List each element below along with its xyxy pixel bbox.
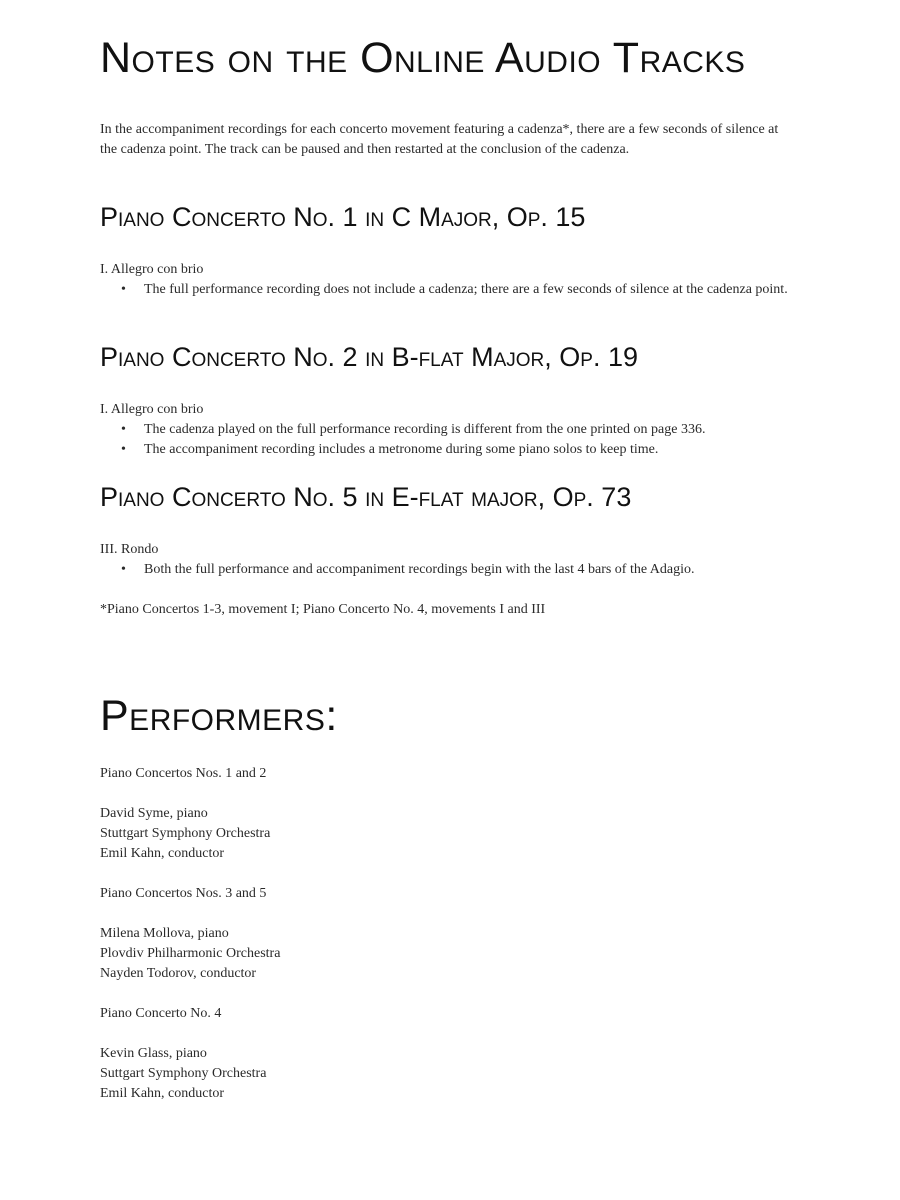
performers-list <box>100 764 280 1104</box>
list-item <box>121 420 794 440</box>
bullet-icon: • <box>121 562 126 577</box>
spacer <box>100 1024 280 1044</box>
concerto-5-notes <box>100 560 794 580</box>
concerto-5-heading: Piano Concerto No. 5 in E-flat major, Op. 73 <box>100 482 632 512</box>
concerto-1-section <box>100 260 794 300</box>
footnote: *Piano Concertos 1-3, movement I; Piano Concerto No. 4, movements I and III <box>100 602 546 617</box>
note-text: The full performance recording does not include a cadenza; there are a few seconds of silence at the cadenza point. <box>144 282 788 297</box>
spacer <box>100 864 280 884</box>
concerto-5-section <box>100 540 794 580</box>
bullet-icon: • <box>121 282 126 297</box>
bullet-icon: • <box>121 422 126 437</box>
performer-group-label: Piano Concertos Nos. 1 and 2 <box>100 766 267 781</box>
performer-group-label: Piano Concertos Nos. 3 and 5 <box>100 886 267 901</box>
performer-line: Emil Kahn, conductor <box>100 846 225 861</box>
performer-line: Milena Mollova, piano <box>100 926 229 941</box>
performer-line: Suttgart Symphony Orchestra <box>100 1066 267 1081</box>
performer-group-label: Piano Concerto No. 4 <box>100 1006 222 1021</box>
performer-line: David Syme, piano <box>100 806 208 821</box>
performer-line: Stuttgart Symphony Orchestra <box>100 826 271 841</box>
list-item <box>121 280 794 300</box>
intro-paragraph: In the accompaniment recordings for each concerto movement featuring a cadenza*, there are a few seconds of silence at the cadenza point. The track can be paused and then restarted at the conclusion of the cadenza. <box>100 122 779 157</box>
note-text: The accompaniment recording includes a metronome during some piano solos to keep time. <box>144 442 659 457</box>
spacer <box>100 984 280 1004</box>
list-item <box>121 560 794 580</box>
concerto-1-heading: Piano Concerto No. 1 in C Major, Op. 15 <box>100 202 586 232</box>
performer-line: Nayden Todorov, conductor <box>100 966 257 981</box>
concerto-2-movement: I. Allegro con brio <box>100 402 204 417</box>
spacer <box>100 904 280 924</box>
concerto-2-heading: Piano Concerto No. 2 in B-flat Major, Op. 19 <box>100 342 638 372</box>
note-text: The cadenza played on the full performance recording is different from the one printed on page 336. <box>144 422 706 437</box>
performer-line: Plovdiv Philharmonic Orchestra <box>100 946 281 961</box>
performer-line: Kevin Glass, piano <box>100 1046 207 1061</box>
concerto-2-notes <box>100 420 794 460</box>
concerto-5-movement: III. Rondo <box>100 542 159 557</box>
note-text: Both the full performance and accompaniment recordings begin with the last 4 bars of the Adagio. <box>144 562 695 577</box>
performer-line: Emil Kahn, conductor <box>100 1086 225 1101</box>
performers-title: Performers: <box>100 692 338 740</box>
list-item <box>121 440 794 460</box>
bullet-icon: • <box>121 442 126 457</box>
page-title: Notes on the Online Audio Tracks <box>100 34 746 82</box>
concerto-2-section <box>100 400 794 460</box>
concerto-1-movement: I. Allegro con brio <box>100 262 204 277</box>
concerto-1-notes <box>100 280 794 300</box>
spacer <box>100 784 280 804</box>
